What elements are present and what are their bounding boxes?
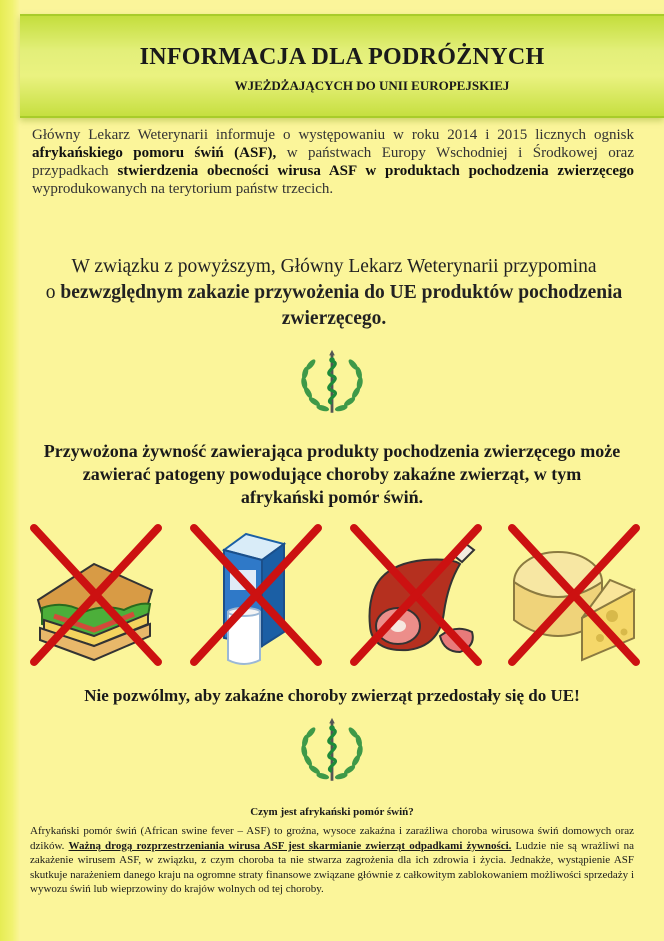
faq-title: Czym jest afrykański pomór świń?: [250, 806, 414, 818]
sandwich-icon: [24, 520, 164, 670]
warning-text: Przywożona żywność zawierająca produkty pochodzenia zwierzęcego może zawierać patogeny powodujące choroby zakaźne zwierząt, w tym afrykański pomór świń.: [43, 441, 621, 507]
milk-carton-icon: [184, 520, 324, 670]
decorative-strip: [0, 0, 20, 941]
header-banner: [20, 14, 664, 118]
prohibited-ham: [344, 520, 484, 670]
veterinary-emblem-icon: [295, 348, 369, 422]
veterinary-emblem-icon: [295, 716, 369, 790]
ham-icon: [344, 520, 484, 670]
reminder-paragraph: W związku z powyższym, Główny Lekarz Weterynarii przypomina o bezwzględnym zakazie przywożenia do UE produktów pochodzenia zwierzęcego.: [45, 256, 623, 329]
cheese-icon: [502, 520, 642, 670]
prohibited-items-row: [24, 520, 644, 670]
intro-paragraph: Główny Lekarz Weterynarii informuje o występowaniu w roku 2014 i 2015 licznych ognisk afrykańskiego pomoru świń (ASF), w państwach Europy Wschodniej i Środkowej oraz przypadkach stwierdzenia obecności wirusa ASF w produktach pochodzenia zwierzęcego wyprodukowanych na terytorium państw trzecich.: [32, 127, 634, 197]
faq-body: Afrykański pomór świń (African swine fever – ASF) to groźna, wysoce zakaźna i zaraźliwa choroba wirusowa świń domowych oraz dzików. Ważną drogą rozprzestrzeniania wirusa ASF jest skarmianie zwierząt odpadkami żywności. Ludzie nie są wrażliwi na zakażenie wirusem ASF, w związku, z czym choroba ta nie stwarza zagrożenia dla ich zdrowia i życia. Jednakże, wystąpienie ASF skutkuje narażeniem danego kraju na ogromne straty finansowe związane głównie z całkowitym zablokowaniem możliwości sprzedaży i wywozu świń lub wieprzowiny do krajów wolnych od tej choroby.: [30, 825, 634, 895]
page-subtitle: WJEŻDŻAJĄCYCH DO UNII EUROPEJSKIEJ: [234, 78, 510, 93]
slogan: Nie pozwólmy, aby zakaźne choroby zwierząt przedostały się do UE!: [84, 686, 580, 705]
prohibited-cheese: [502, 520, 642, 670]
prohibited-sandwich: [24, 520, 164, 670]
page-title: INFORMACJA DLA PODRÓŻNYCH: [139, 44, 545, 70]
prohibited-milk: [184, 520, 324, 670]
